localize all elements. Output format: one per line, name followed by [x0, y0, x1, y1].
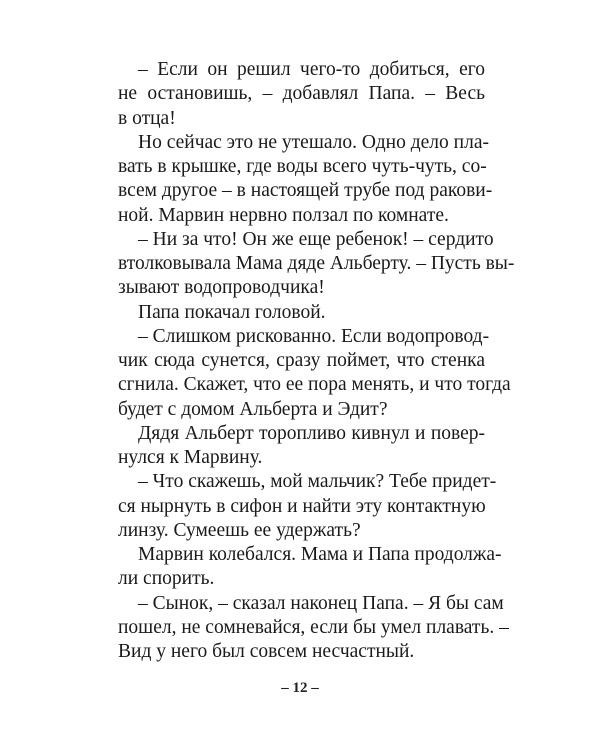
- text-line: Но сейчас это не утешало. Одно дело пла-: [138, 131, 489, 153]
- text-line: – Слишком рискованно. Если водопровод-: [138, 325, 490, 347]
- text-line: ли спорить.: [118, 568, 215, 590]
- text-line: чик сюда сунется, сразу поймет, что стенка: [118, 350, 485, 371]
- text-line: – Сынок, – сказал наконец Папа. – Я бы сам: [138, 592, 504, 614]
- text-line: будет с домом Альберта и Эдит?: [118, 398, 388, 420]
- text-line: зывают водопроводчика!: [118, 277, 325, 299]
- text-line: в отца!: [118, 107, 176, 129]
- text-line: не остановишь, – добавлял Папа. – Весь: [118, 83, 485, 105]
- text-line: сгнила. Скажет, что ее пора менять, и что тогда: [118, 374, 511, 396]
- book-page-text: [118, 58, 515, 664]
- text-line: линзу. Сумеешь ее удержать?: [118, 519, 361, 541]
- text-line: вать в крышке, где воды всего чуть-чуть, со-: [118, 156, 487, 177]
- text-line: Папа покачал головой.: [138, 301, 326, 323]
- text-line: Вид у него был совсем несчастный.: [118, 641, 415, 662]
- text-line: всем другое – в настоящей трубе под ракови-: [118, 180, 493, 202]
- text-line: втолковывала Мама дяде Альберту. – Пусть вы-: [118, 253, 515, 274]
- text-line: ной. Марвин нервно ползал по комнате.: [118, 204, 449, 226]
- text-line: – Ни за что! Он же еще ребенок! – сердито: [138, 228, 494, 250]
- text-line: – Если он решил чего-то добиться, его: [138, 59, 485, 80]
- text-line: – Что скажешь, мой мальчик? Тебе придет-: [138, 471, 497, 493]
- text-line: Марвин колебался. Мама и Папа продолжа-: [138, 544, 502, 565]
- text-line: ся нырнуть в сифон и найти эту контактную: [118, 495, 486, 517]
- page-number: – 12 –: [281, 680, 319, 696]
- text-line: пошел, не сомневайся, если бы умел плавать. –: [118, 616, 509, 638]
- text-line: Дядя Альберт торопливо кивнул и повер-: [138, 422, 485, 444]
- text-line: нулся к Марвину.: [118, 447, 263, 468]
